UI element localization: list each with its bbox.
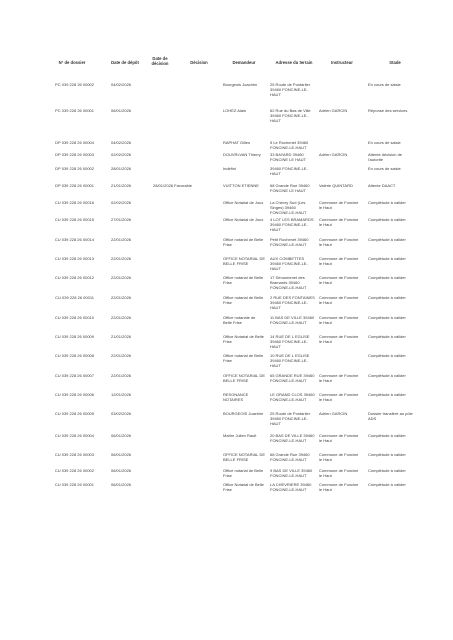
header-date-decision: Date de décision — [151, 56, 169, 66]
applicant-name: OFFICE NOTARIAL DE BELLE FRISE — [223, 373, 266, 383]
applicant-name: BOURGEOIS Joachim — [223, 411, 264, 416]
instructor-name: Commune de Foncine le Haut — [319, 392, 359, 402]
deposit-date: 04/02/2026 — [111, 82, 132, 87]
stage-status: Dossier transféré au pôle ADS — [368, 411, 413, 421]
stage-status: En cours de saisie — [368, 82, 401, 87]
applicant-name: Office notarial de Belle Frise — [223, 468, 264, 478]
applicant-name: Office Notarial de Belle Frise — [223, 482, 264, 492]
deposit-date: 04/02/2026 — [111, 140, 132, 145]
stage-status: Attente décision de l'autorité — [368, 152, 403, 162]
instructor-name: Commune de Foncine le Haut — [319, 433, 359, 443]
header-instructeur: Instructeur — [331, 60, 353, 65]
terrain-address: 62 Rue du Bas de Ville 39460 FONCINE-LE-HAUT — [270, 108, 311, 123]
deposit-date: 22/01/2026 — [111, 295, 132, 300]
terrain-address: 65 GRANDE RUE 39460 FONCINE-LE-HAUT — [270, 373, 315, 383]
instructor-name: Commune de Foncine le Haut — [319, 373, 359, 383]
dossier-number: CU 039 228 26 00016 — [54, 200, 94, 205]
terrain-address: 25 Route de Pontarlier 39460 FONCINE-LE-HAUT — [270, 82, 311, 97]
dossier-number: CU 039 228 26 00012 — [54, 275, 94, 280]
instructor-name: Commune de Foncine le Haut — [319, 275, 359, 285]
stage-status: En cours de saisie — [368, 140, 401, 145]
stage-status: Complétude à valider — [368, 353, 406, 358]
applicant-name: Office notarial de Belle Frise — [223, 295, 264, 305]
stage-status: Complétude à valider — [368, 237, 406, 242]
instructor-name: Commune de Foncine le Haut — [319, 217, 359, 227]
stage-status: Complétude à valider — [368, 295, 406, 300]
stage-status: Complétude à valider — [368, 334, 406, 339]
applicant-name: RAPHAT Gilles — [223, 140, 250, 145]
dossier-number: CU 039 228 26 00003 — [54, 452, 94, 457]
dossier-number: DP 039 228 26 00001 — [55, 183, 94, 188]
deposit-date: 21/01/2026 — [111, 334, 132, 339]
applicant-name: OFFICE NOTARIAL DE BELLE FRISE — [223, 256, 266, 266]
stage-status: Complétude à valider — [368, 315, 406, 320]
terrain-address: 11 BAS DE VILLE 39460 FONCINE-LE-HAUT — [270, 315, 315, 325]
terrain-address: 10 RUE DE L EGLISE 39460 FONCINE-LE-HAUT — [270, 353, 310, 368]
dossier-number: CU 039 228 26 00013 — [54, 256, 94, 261]
terrain-address: Petit Rochenet 39460 FONCINE-LE-HAUT — [270, 237, 309, 247]
applicant-name: Bourgeois Joachim — [223, 82, 258, 87]
deposit-date: 22/01/2026 — [111, 315, 132, 320]
terrain-address: La Chevry Sud (Les Singes) 39460 FONCINE-LE-HAUT — [270, 200, 307, 215]
deposit-date: 22/01/2026 — [111, 353, 132, 358]
deposit-date: 03/02/2026 — [111, 411, 132, 416]
stage-status: Complétude à valider — [368, 256, 406, 261]
dossier-number: CU 039 228 26 00007 — [54, 373, 94, 378]
applicant-name: Office notarial de Belle Frise — [223, 237, 264, 247]
applicant-name: DOUVRLVAN Thierry — [223, 152, 261, 157]
instructor-name: Adrien GARCIN — [319, 108, 348, 113]
instructor-name: Commune de Foncine le Haut — [319, 482, 359, 492]
deposit-date: 22/01/2026 — [111, 256, 132, 261]
applicant-name: VUITTON ETIENNE — [223, 183, 259, 188]
terrain-address: AUX COMBETTES 39460 FONCINE-LE-HAUT — [270, 256, 308, 271]
dossier-number: CU 039 228 26 00015 — [54, 217, 94, 222]
header-demandeur: Demandeur — [232, 60, 256, 65]
deposit-date: 22/01/2026 — [111, 237, 132, 242]
applicant-name: LOHEZ Alain — [223, 108, 247, 113]
instructor-name: Adrien GARCIN — [319, 152, 348, 157]
stage-status: Complétude à valider — [368, 217, 406, 222]
terrain-address: 68 Grande Rue 39460 FONCINE LE HAUT — [270, 183, 310, 193]
header-decision: Décision — [190, 60, 208, 65]
instructor-name: Commune de Foncine le Haut — [319, 315, 359, 325]
applicant-name: Office Notarial de Joux — [223, 200, 264, 205]
deposit-date: 02/02/2026 — [111, 152, 132, 157]
terrain-address: 2 RUE DES FONTAINES 39460 FONCINE-LE-HAUT — [270, 295, 315, 310]
header-dossier: N° de dossier — [58, 60, 86, 65]
applicant-name: Office notarial de Belle Frise — [223, 275, 264, 285]
dossier-number: CU 039 228 26 00006 — [54, 392, 94, 397]
dossier-number: CU 039 228 26 00008 — [54, 353, 94, 358]
terrain-address: 5 Le Rochenet 39460 FONCINE-LE-HAUT — [270, 140, 309, 150]
instructor-name: Commune de Foncine le Haut — [319, 256, 359, 266]
applicant-name: Office Notarial de Belle Frise — [223, 334, 264, 344]
stage-status: Complétude à valider — [368, 200, 406, 205]
terrain-address: LA CHEVRIERE 39460 FONCINE-LE-HAUT — [270, 482, 312, 492]
deposit-date: 22/01/2026 — [111, 373, 132, 378]
deposit-date: 06/01/2026 — [111, 482, 132, 487]
applicant-name: RESONANCE NOTAIRES — [223, 392, 249, 402]
dossier-number: CU 039 228 26 00004 — [54, 433, 94, 438]
deposit-date: 06/01/2026 — [111, 433, 132, 438]
dossier-number: CU 039 228 26 00009 — [54, 334, 94, 339]
deposit-date: 02/02/2026 — [111, 200, 132, 205]
terrain-address: 20 BAS DE VILLE 39460 FONCINE-LE-HAUT — [270, 433, 315, 443]
terrain-address: 9 BAS DE VILLE 39460 FONCINE-LE-HAUT — [270, 468, 313, 478]
instructor-name: Commune de Foncine le Haut — [319, 468, 359, 478]
dossier-number: CU 039 228 26 00001 — [54, 482, 94, 487]
stage-status: Attente DAACT — [368, 183, 396, 188]
instructor-name: Commune de Foncine le Haut — [319, 452, 359, 462]
deposit-date: 06/01/2026 — [111, 108, 132, 113]
stage-status: Complétude à valider — [368, 482, 406, 487]
applicant-name: Office Notarial de Joux — [223, 217, 264, 222]
header-stade: Stade — [389, 60, 401, 65]
stage-status: Complétude à valider — [368, 468, 406, 473]
deposit-date: 06/01/2026 — [111, 468, 132, 473]
instructor-name: Commune de Foncine le Haut — [319, 295, 359, 305]
deposit-date: 28/01/2026 — [111, 166, 132, 171]
applicant-name: Office notariale de Belle Frise — [223, 315, 256, 325]
terrain-address: 33 BAYARD 39460 FONCINE LE HAUT — [270, 152, 307, 162]
terrain-address: 4 LOT LES BRAMARDS 39460 FONCINE-LE-HAUT — [270, 217, 314, 232]
dossier-number: CU 039 228 26 00011 — [55, 295, 94, 300]
deposit-date: 06/01/2026 — [111, 452, 132, 457]
stage-status: En cours de saisie — [368, 166, 401, 171]
header-depot: Date de dépôt — [111, 60, 139, 65]
deposit-date: 12/01/2026 — [111, 392, 132, 397]
dossier-number: PC 039 228 26 00001 — [55, 108, 94, 113]
header-adresse: Adresse du terrain — [275, 60, 313, 65]
dossier-number: CU 039 228 26 00002 — [54, 468, 94, 473]
dossier-number: CU 039 228 26 00010 — [54, 315, 94, 320]
terrain-address: 39460 FONCINE-LE-HAUT — [270, 166, 308, 176]
instructor-name: Valérie QUINTARD — [319, 183, 353, 188]
dossier-number: PC 039 228 26 00002 — [55, 82, 94, 87]
dossier-number: DP 039 228 26 00003 — [55, 152, 94, 157]
applicant-name: Indéfini — [223, 166, 236, 171]
instructor-name: Commune de Foncine le Haut — [319, 200, 359, 210]
terrain-address: 14 RUE DE L EGLISE 39460 FONCINE-LE-HAUT — [270, 334, 310, 349]
stage-status: Complétude à valider — [368, 275, 406, 280]
stage-status: Réponse des services — [368, 108, 408, 113]
terrain-address: LE GRAND CLOS 39460 FONCINE-LE-HAUT — [270, 392, 315, 402]
table-header — [0, 56, 453, 76]
stage-status: Complétude à valider — [368, 373, 406, 378]
instructor-name: Commune de Foncine le Haut — [319, 334, 359, 344]
instructor-name: Adrien GARCIN — [319, 411, 348, 416]
applicant-name: Maître Julien Rault — [223, 433, 257, 438]
stage-status: Complétude à valider — [368, 452, 406, 457]
deposit-date: 21/01/2026 — [111, 183, 132, 188]
stage-status: Complétude à valider — [368, 392, 406, 397]
decision-value: 28/01/2026 Favorable — [153, 183, 192, 188]
terrain-address: 17 Sérusmenet des Bramards 39460 FONCINE-LE-HAUT — [270, 275, 307, 290]
terrain-address: 25 Route de Pontarlier 39460 FONCINE-LE-HAUT — [270, 411, 311, 426]
applicant-name: OFFICE NOTARIAL DE BELLE FRISE — [223, 452, 266, 462]
dossier-number: DP 039 228 26 00004 — [55, 140, 94, 145]
deposit-date: 27/01/2026 — [111, 217, 132, 222]
dossier-number: CU 039 228 26 00005 — [54, 411, 94, 416]
terrain-address: 68 Grande Rue 39460 FONCINE-LE-HAUT — [270, 452, 310, 462]
applicant-name: Office notarial de Belle Frise — [223, 353, 264, 363]
dossier-number: CU 039 228 26 00014 — [54, 237, 94, 242]
deposit-date: 22/01/2026 — [111, 275, 132, 280]
dossier-number: DP 039 228 26 00002 — [55, 166, 94, 171]
instructor-name: Commune de Foncine le Haut — [319, 237, 359, 247]
stage-status: Complétude à valider — [368, 433, 406, 438]
